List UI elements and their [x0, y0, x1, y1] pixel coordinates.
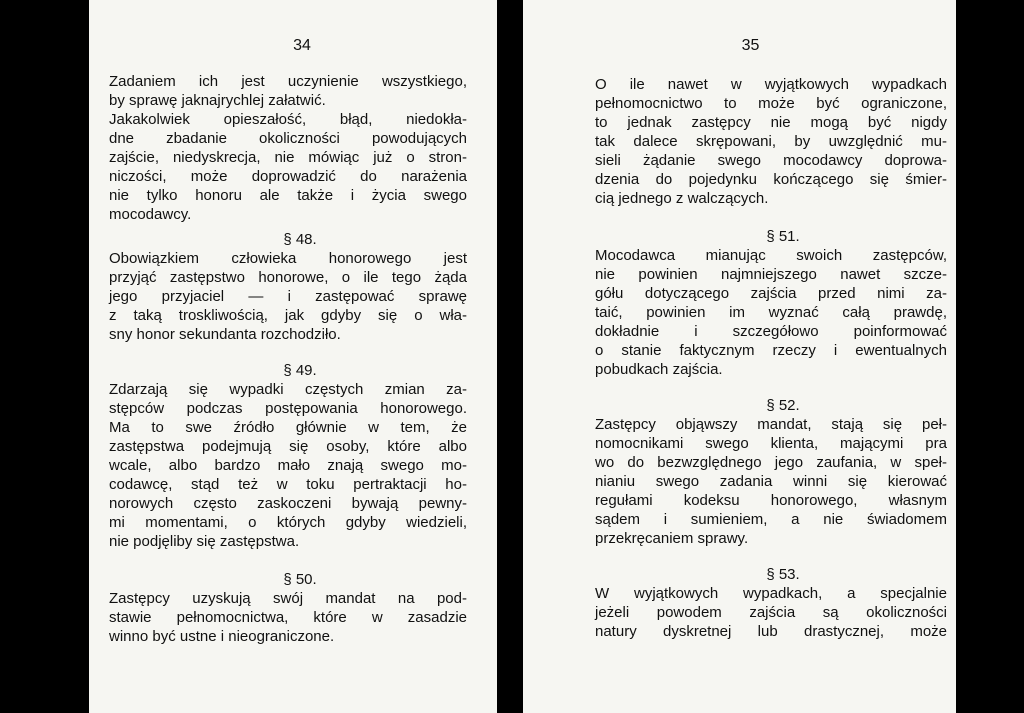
- text-line: Zadaniem ich jest uczynienie wszystkiego,: [109, 73, 467, 90]
- text-line: Zastępcy uzyskują swój mandat na pod-: [109, 590, 467, 607]
- text-line: z taką troskliwością, jak gdyby się o wła-: [109, 307, 467, 324]
- text-line: O ile nawet w wyjątkowych wypadkach: [595, 76, 947, 93]
- section-heading-51: § 51.: [766, 228, 800, 245]
- section-heading-52: § 52.: [766, 397, 800, 414]
- text-line: to jednak zastępcy nie mogą być nigdy: [595, 114, 947, 131]
- right-page: [523, 0, 956, 713]
- text-line: gółu dotyczącego zajścia przed nimi za-: [595, 285, 947, 302]
- text-line: niczości, może doprowadzić do narażenia: [109, 168, 467, 185]
- text-line: wo do bezwzględnego jego zaufania, w speł-: [595, 454, 947, 471]
- text-line: regułami kodeksu honorowego, własnym: [595, 492, 947, 509]
- intro-paragraph-right: [595, 75, 947, 208]
- text-line: taić, powinien im wyznać całą prawdę,: [595, 304, 947, 321]
- text-line: Zastępcy objąwszy mandat, stają się peł-: [595, 416, 947, 433]
- section-50-paragraph: [109, 589, 467, 646]
- text-line: jego przyjaciel — i zastępować sprawę: [109, 288, 467, 305]
- text-line: nomocnikami swego klienta, mającymi pra: [595, 435, 947, 452]
- text-line: sądem i sumieniem, a nie świadomem: [595, 511, 947, 528]
- section-49-paragraph: [109, 380, 467, 551]
- section-52-paragraph: [595, 415, 947, 548]
- text-line: zastępstwa podejmują się osoby, które albo: [109, 438, 467, 455]
- text-line: natury dyskretnej lub drastycznej, może: [595, 623, 947, 640]
- text-line: o stanie faktycznym rzeczy i ewentualnych: [595, 342, 947, 359]
- text-line: wcale, albo bardzo mało znają swego mo-: [109, 457, 467, 474]
- intro-paragraph-left: [109, 72, 467, 224]
- text-line: nianiu swego zadania winni się kierować: [595, 473, 947, 490]
- page-number-right: 35: [741, 37, 760, 54]
- left-page: [89, 0, 497, 713]
- text-line: mi momentami, o których gdyby wiedzieli,: [109, 514, 467, 531]
- text-line: mocodawcy.: [109, 206, 192, 223]
- text-line: by sprawę jaknajrychlej załatwić.: [109, 92, 326, 109]
- section-51-paragraph: [595, 246, 947, 379]
- section-heading-53: § 53.: [766, 566, 800, 583]
- left-page-text: [109, 72, 467, 646]
- text-line: nie podjęliby się zastępstwa.: [109, 533, 300, 550]
- text-line: jeżeli powodem zajścia są okoliczności: [595, 604, 947, 621]
- text-line: Ma to swe źródło głównie w tem, że: [109, 419, 467, 436]
- text-line: pełnomocnictwo to może być ograniczone,: [595, 95, 947, 112]
- text-line: przyjąć zastępstwo honorowe, o ile tego żąda: [109, 269, 467, 286]
- text-line: przekręcaniem sprawy.: [595, 530, 749, 547]
- text-line: nie powinien najmniejszego nawet szcze-: [595, 266, 947, 283]
- section-heading-49: § 49.: [283, 362, 317, 379]
- page-number-left: 34: [293, 37, 311, 54]
- text-line: sieli żądanie swego mocodawcy doprowa-: [595, 152, 947, 169]
- text-line: dzenia do pojedynku kończącego się śmier-: [595, 171, 947, 188]
- text-line: pobudkach zajścia.: [595, 361, 723, 378]
- text-line: Obowiązkiem człowieka honorowego jest: [109, 250, 467, 267]
- text-line: W wyjątkowych wypadkach, a specjalnie: [595, 585, 947, 602]
- text-line: Zdarzają się wypadki częstych zmian za-: [109, 381, 467, 398]
- text-line: codawcę, stąd też w toku pertraktacji ho-: [109, 476, 467, 493]
- text-line: dne zbadanie okoliczności powodujących: [109, 130, 467, 147]
- text-line: sny honor sekundanta rozchodziło.: [109, 326, 341, 343]
- text-line: stawie pełnomocnictwa, które w zasadzie: [109, 609, 467, 626]
- text-line: stępców podczas postępowania honorowego.: [109, 400, 467, 417]
- text-line: cią jednego z walczących.: [595, 190, 769, 207]
- text-line: dokładnie i szczegółowo poinformować: [595, 323, 947, 340]
- text-line: Jakakolwiek opieszałość, błąd, niedokła-: [109, 111, 467, 128]
- text-line: Mocodawca mianując swoich zastępców,: [595, 247, 947, 264]
- text-line: winno być ustne i nieograniczone.: [109, 628, 335, 645]
- text-line: zajście, niedyskrecja, nie mówiąc już o stron-: [109, 149, 467, 166]
- text-line: nie tylko honoru ale także i życia swego: [109, 187, 467, 204]
- right-page-text: [595, 75, 947, 641]
- section-48-paragraph: [109, 249, 467, 344]
- section-heading-50: § 50.: [283, 571, 317, 588]
- text-line: tak dalece skrępowani, by uwzględnić mu-: [595, 133, 947, 150]
- text-line: norowych często zaskoczeni bywają pewny-: [109, 495, 467, 512]
- section-heading-48: § 48.: [283, 231, 317, 248]
- section-53-paragraph: [595, 584, 947, 641]
